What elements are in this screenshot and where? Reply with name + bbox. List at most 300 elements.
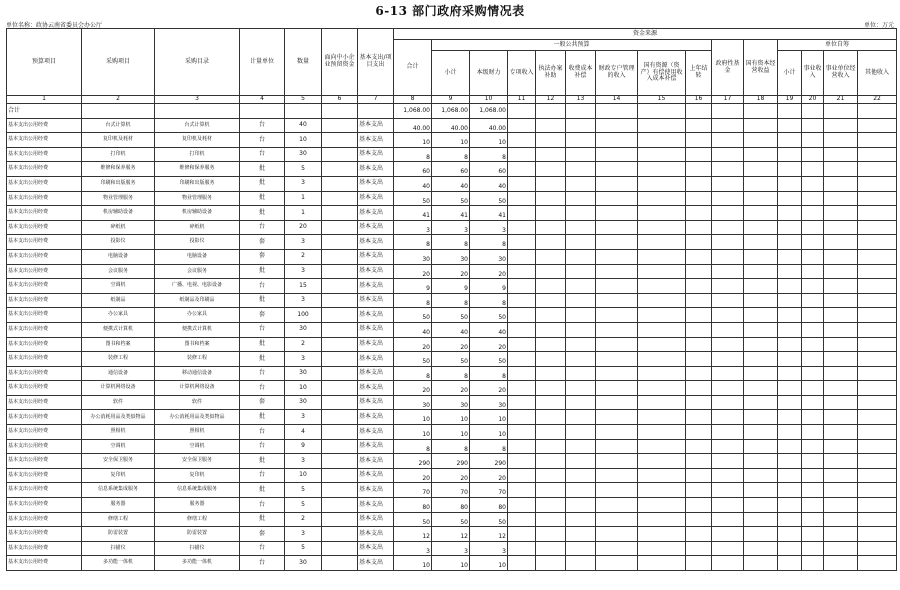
empty-cell <box>802 425 824 440</box>
empty-cell <box>508 235 536 250</box>
budget-item-cell: 基本支出公用经费 <box>7 235 82 250</box>
own-financial-cell: 12 <box>470 527 508 542</box>
empty-cell <box>566 410 596 425</box>
own-financial-cell: 8 <box>470 439 508 454</box>
empty-cell <box>712 425 744 440</box>
unit-cell: 批 <box>240 206 285 221</box>
empty-cell <box>596 454 638 469</box>
empty-cell <box>712 527 744 542</box>
empty-cell <box>638 133 686 148</box>
empty-cell <box>824 249 858 264</box>
empty-cell <box>778 220 802 235</box>
empty-cell <box>824 439 858 454</box>
procure-catalog-cell: 照相机 <box>155 425 240 440</box>
empty-cell <box>686 512 712 527</box>
quantity-cell: 3 <box>285 410 322 425</box>
empty-cell <box>712 235 744 250</box>
empty-cell <box>686 220 712 235</box>
unit-cell: 批 <box>240 337 285 352</box>
empty-cell <box>638 483 686 498</box>
table-row <box>7 468 897 483</box>
empty-cell <box>778 249 802 264</box>
sme-cell <box>322 337 358 352</box>
empty-cell <box>824 483 858 498</box>
expense-type-cell: 基本支出 <box>358 176 394 191</box>
empty-cell <box>824 279 858 294</box>
empty-cell <box>744 483 778 498</box>
empty-cell <box>686 425 712 440</box>
table-row <box>7 279 897 294</box>
subtotal-cell: 290 <box>432 454 470 469</box>
unit-cell: 批 <box>240 454 285 469</box>
total-cell: 8 <box>394 235 432 250</box>
empty-cell <box>596 498 638 513</box>
quantity-cell: 30 <box>285 366 322 381</box>
empty-cell <box>536 162 566 177</box>
empty-cell <box>802 133 824 148</box>
own-financial-cell: 41 <box>470 206 508 221</box>
empty-cell <box>802 395 824 410</box>
empty-cell <box>744 176 778 191</box>
empty-cell <box>566 468 596 483</box>
empty-cell <box>858 322 897 337</box>
empty-cell <box>802 293 824 308</box>
expense-type-cell: 基本支出 <box>358 454 394 469</box>
own-financial-cell: 8 <box>470 366 508 381</box>
procure-item-cell: 扫描仪 <box>82 541 155 556</box>
empty-cell <box>508 410 536 425</box>
quantity-cell: 3 <box>285 235 322 250</box>
unit-cell: 批 <box>240 293 285 308</box>
procure-catalog-cell: 台式计算机 <box>155 118 240 133</box>
sme-cell <box>322 220 358 235</box>
table-row <box>7 220 897 235</box>
subtotal-cell: 30 <box>432 249 470 264</box>
empty-cell <box>824 541 858 556</box>
own-financial-cell: 30 <box>470 395 508 410</box>
empty-cell <box>596 133 638 148</box>
subtotal-cell: 40 <box>432 322 470 337</box>
own-financial-cell: 20 <box>470 264 508 279</box>
header-gov-fund: 政府性基金 <box>712 40 744 96</box>
total-cell: 50 <box>394 352 432 367</box>
empty-cell <box>566 381 596 396</box>
empty-cell <box>824 512 858 527</box>
unit-cell: 台 <box>240 381 285 396</box>
unit-cell: 台 <box>240 133 285 148</box>
empty-cell <box>566 395 596 410</box>
empty-cell <box>712 468 744 483</box>
column-index: 2 <box>82 96 155 104</box>
empty-cell <box>536 264 566 279</box>
procure-catalog-cell: 移动通信设备 <box>155 366 240 381</box>
quantity-cell: 100 <box>285 308 322 323</box>
empty-cell <box>536 337 566 352</box>
own-financial-cell: 20 <box>470 468 508 483</box>
unit-cell: 批 <box>240 264 285 279</box>
column-index: 11 <box>508 96 536 104</box>
procure-catalog-cell: 纸制品及印刷品 <box>155 293 240 308</box>
empty-cell <box>778 293 802 308</box>
empty-cell <box>536 556 566 571</box>
header-total: 合计 <box>394 40 432 96</box>
own-financial-cell: 40 <box>470 322 508 337</box>
procure-item-cell: 服务器 <box>82 498 155 513</box>
empty-cell <box>508 293 536 308</box>
empty-cell <box>566 454 596 469</box>
empty-cell <box>858 206 897 221</box>
expense-type-cell: 基本支出 <box>358 235 394 250</box>
subtotal-cell: 20 <box>432 381 470 396</box>
empty-cell <box>778 498 802 513</box>
empty-cell <box>596 381 638 396</box>
empty-cell <box>686 381 712 396</box>
budget-item-cell: 基本支出公用经费 <box>7 541 82 556</box>
unit-cell: 台 <box>240 147 285 162</box>
quantity-cell: 30 <box>285 322 322 337</box>
empty-cell <box>508 147 536 162</box>
empty-cell <box>596 468 638 483</box>
header-prior-year: 上年结转 <box>686 51 712 96</box>
empty-cell <box>638 556 686 571</box>
empty-cell <box>778 206 802 221</box>
empty-cell <box>536 366 566 381</box>
column-index: 3 <box>155 96 240 104</box>
empty-cell <box>566 425 596 440</box>
empty-cell <box>686 322 712 337</box>
empty-cell <box>802 439 824 454</box>
empty-cell <box>778 425 802 440</box>
empty-cell <box>712 279 744 294</box>
empty-cell <box>802 483 824 498</box>
column-index: 22 <box>858 96 897 104</box>
subtotal-cell: 70 <box>432 483 470 498</box>
empty-cell <box>858 395 897 410</box>
empty-cell <box>536 395 566 410</box>
empty-cell <box>508 308 536 323</box>
quantity-cell: 2 <box>285 249 322 264</box>
empty-cell <box>596 293 638 308</box>
subtotal-cell: 40.00 <box>432 118 470 133</box>
unit-cell: 台 <box>240 118 285 133</box>
sme-cell <box>322 425 358 440</box>
procure-item-cell: 会议服务 <box>82 264 155 279</box>
total-cell: 20 <box>394 337 432 352</box>
empty-cell <box>596 235 638 250</box>
empty-cell <box>712 118 744 133</box>
empty-cell <box>824 468 858 483</box>
quantity-cell: 5 <box>285 162 322 177</box>
empty-cell <box>858 147 897 162</box>
quantity-cell: 4 <box>285 425 322 440</box>
header-fund-source: 资金来源 <box>394 29 897 40</box>
empty-cell <box>566 162 596 177</box>
empty-cell <box>566 206 596 221</box>
empty-cell <box>824 556 858 571</box>
procure-item-cell: 安全保卫服务 <box>82 454 155 469</box>
unit-cell: 套 <box>240 395 285 410</box>
empty-cell <box>778 352 802 367</box>
column-index: 19 <box>778 96 802 104</box>
empty-cell <box>686 206 712 221</box>
empty-cell <box>536 322 566 337</box>
sme-cell <box>322 483 358 498</box>
unit-cell: 批 <box>240 162 285 177</box>
empty-cell <box>686 395 712 410</box>
empty-cell <box>744 439 778 454</box>
empty-cell <box>712 220 744 235</box>
table-row <box>7 176 897 191</box>
empty-cell <box>744 235 778 250</box>
empty-cell <box>802 176 824 191</box>
empty-cell <box>638 410 686 425</box>
unit-cell: 套 <box>240 308 285 323</box>
subtotal-cell: 10 <box>432 133 470 148</box>
table-row <box>7 235 897 250</box>
empty-cell <box>858 133 897 148</box>
expense-type-cell: 基本支出 <box>358 527 394 542</box>
total-cell: 41 <box>394 206 432 221</box>
empty-cell <box>858 279 897 294</box>
procure-catalog-cell: 信息系统集成服务 <box>155 483 240 498</box>
empty-cell <box>596 410 638 425</box>
empty-cell <box>744 220 778 235</box>
budget-item-cell: 基本支出公用经费 <box>7 483 82 498</box>
column-index: 1 <box>7 96 82 104</box>
empty-cell <box>638 279 686 294</box>
budget-item-cell: 基本支出公用经费 <box>7 381 82 396</box>
procure-item-cell: 通信设备 <box>82 366 155 381</box>
procure-item-cell: 计算机网络设备 <box>82 381 155 396</box>
empty-cell <box>824 176 858 191</box>
empty-cell <box>566 512 596 527</box>
empty-cell <box>508 483 536 498</box>
empty-cell <box>566 366 596 381</box>
empty-cell <box>712 206 744 221</box>
budget-item-cell: 基本支出公用经费 <box>7 264 82 279</box>
procure-item-cell: 空调机 <box>82 279 155 294</box>
empty-cell <box>566 235 596 250</box>
empty-cell <box>744 527 778 542</box>
empty-cell <box>744 425 778 440</box>
column-index: 8 <box>394 96 432 104</box>
empty-cell <box>638 454 686 469</box>
unit-cell: 批 <box>240 191 285 206</box>
quantity-cell: 1 <box>285 206 322 221</box>
total-cell: 40 <box>394 176 432 191</box>
empty-cell <box>802 410 824 425</box>
empty-cell <box>824 133 858 148</box>
empty-cell <box>712 512 744 527</box>
subtotal-cell: 8 <box>432 366 470 381</box>
sme-cell <box>322 468 358 483</box>
empty-cell <box>778 366 802 381</box>
own-financial-cell: 40.00 <box>470 118 508 133</box>
subtotal-cell: 41 <box>432 206 470 221</box>
empty-cell <box>744 541 778 556</box>
empty-cell <box>778 133 802 148</box>
table-row <box>7 541 897 556</box>
expense-type-cell: 基本支出 <box>358 322 394 337</box>
empty-cell <box>638 366 686 381</box>
sme-cell <box>322 235 358 250</box>
empty-cell <box>536 352 566 367</box>
empty-cell <box>778 235 802 250</box>
expense-type-cell: 基本支出 <box>358 512 394 527</box>
empty-cell <box>778 439 802 454</box>
header-sr-business: 事业收入 <box>802 51 824 96</box>
procure-item-cell: 电脑设备 <box>82 249 155 264</box>
table-row <box>7 133 897 148</box>
table-row <box>7 395 897 410</box>
empty-cell <box>802 337 824 352</box>
procure-catalog-cell: 广播、电视、电影设备 <box>155 279 240 294</box>
empty-cell <box>536 176 566 191</box>
header-sr-operating: 事业单位经营收入 <box>824 51 858 96</box>
empty-cell <box>536 249 566 264</box>
empty-cell <box>802 512 824 527</box>
table-row <box>7 439 897 454</box>
sme-cell <box>322 366 358 381</box>
sme-cell <box>322 381 358 396</box>
unit-cell: 台 <box>240 439 285 454</box>
sme-cell <box>322 147 358 162</box>
quantity-cell: 2 <box>285 337 322 352</box>
empty-cell <box>536 512 566 527</box>
quantity-cell: 5 <box>285 541 322 556</box>
empty-cell <box>824 162 858 177</box>
sme-cell <box>322 118 358 133</box>
empty-cell <box>802 381 824 396</box>
total-cell: 30 <box>394 395 432 410</box>
empty-cell <box>536 220 566 235</box>
empty-cell <box>712 308 744 323</box>
subtotal-cell: 8 <box>432 147 470 162</box>
unit-cell: 批 <box>240 512 285 527</box>
empty-cell <box>858 366 897 381</box>
procure-item-cell: 办公家具 <box>82 308 155 323</box>
empty-cell <box>536 279 566 294</box>
empty-cell <box>744 337 778 352</box>
unit-name: 单位名称：政协云南省委员会办公厅 <box>6 22 103 29</box>
empty-cell <box>536 147 566 162</box>
empty-cell <box>536 381 566 396</box>
subtotal-cell: 10 <box>432 556 470 571</box>
empty-cell <box>778 147 802 162</box>
empty-cell <box>638 439 686 454</box>
empty-cell <box>508 337 536 352</box>
header-own-financial: 本级财力 <box>470 51 508 96</box>
quantity-cell: 15 <box>285 279 322 294</box>
empty-cell <box>686 366 712 381</box>
budget-item-cell: 基本支出公用经费 <box>7 322 82 337</box>
own-financial-cell: 3 <box>470 541 508 556</box>
empty-cell <box>802 162 824 177</box>
empty-cell <box>508 133 536 148</box>
empty-cell <box>566 191 596 206</box>
expense-type-cell: 基本支出 <box>358 352 394 367</box>
empty-cell <box>508 264 536 279</box>
empty-cell <box>638 118 686 133</box>
total-row <box>7 104 897 119</box>
own-financial-cell: 40 <box>470 176 508 191</box>
empty-cell <box>638 322 686 337</box>
empty-cell <box>596 527 638 542</box>
quantity-cell: 40 <box>285 118 322 133</box>
empty-cell <box>802 541 824 556</box>
empty-cell <box>802 498 824 513</box>
subtotal-cell: 8 <box>432 293 470 308</box>
empty-cell <box>566 439 596 454</box>
empty-cell <box>744 410 778 425</box>
empty-cell <box>744 191 778 206</box>
budget-item-cell: 基本支出公用经费 <box>7 337 82 352</box>
empty-cell <box>638 147 686 162</box>
sme-cell <box>322 133 358 148</box>
table-row <box>7 366 897 381</box>
empty-cell <box>802 191 824 206</box>
empty-cell <box>712 147 744 162</box>
procure-catalog-cell: 空调机 <box>155 439 240 454</box>
empty-cell <box>508 352 536 367</box>
header-fee-supplement: 收费成本补偿 <box>566 51 596 96</box>
table-row <box>7 206 897 221</box>
empty-cell <box>712 176 744 191</box>
column-index: 14 <box>596 96 638 104</box>
empty-cell <box>824 381 858 396</box>
empty-cell <box>508 512 536 527</box>
procure-item-cell: 物业管理服务 <box>82 191 155 206</box>
quantity-cell: 10 <box>285 133 322 148</box>
empty-cell <box>778 395 802 410</box>
empty-cell <box>802 322 824 337</box>
expense-type-cell: 基本支出 <box>358 249 394 264</box>
empty-cell <box>596 483 638 498</box>
subtotal-cell: 10 <box>432 425 470 440</box>
header-sr-other: 其他收入 <box>858 51 897 96</box>
empty-cell <box>508 279 536 294</box>
empty-cell <box>744 308 778 323</box>
unit-cell: 台 <box>240 322 285 337</box>
empty-cell <box>744 381 778 396</box>
budget-item-cell: 基本支出公用经费 <box>7 147 82 162</box>
empty-cell <box>686 133 712 148</box>
empty-cell <box>824 454 858 469</box>
budget-item-cell: 基本支出公用经费 <box>7 191 82 206</box>
expense-type-cell: 基本支出 <box>358 162 394 177</box>
expense-type-cell: 基本支出 <box>358 498 394 513</box>
budget-item-cell: 基本支出公用经费 <box>7 133 82 148</box>
empty-cell <box>778 468 802 483</box>
procure-item-cell: 维修和保养服务 <box>82 162 155 177</box>
procure-item-cell: 空调机 <box>82 439 155 454</box>
table-row <box>7 498 897 513</box>
empty-cell <box>778 118 802 133</box>
table-row <box>7 147 897 162</box>
quantity-cell: 30 <box>285 395 322 410</box>
own-financial-cell: 9 <box>470 279 508 294</box>
empty-cell <box>824 191 858 206</box>
empty-cell <box>858 249 897 264</box>
empty-cell <box>712 264 744 279</box>
currency-unit: 单位：万元 <box>863 22 894 29</box>
empty-cell <box>802 279 824 294</box>
budget-item-cell: 基本支出公用经费 <box>7 206 82 221</box>
empty-cell <box>508 176 536 191</box>
empty-cell <box>778 162 802 177</box>
empty-cell <box>824 293 858 308</box>
empty-cell <box>858 439 897 454</box>
